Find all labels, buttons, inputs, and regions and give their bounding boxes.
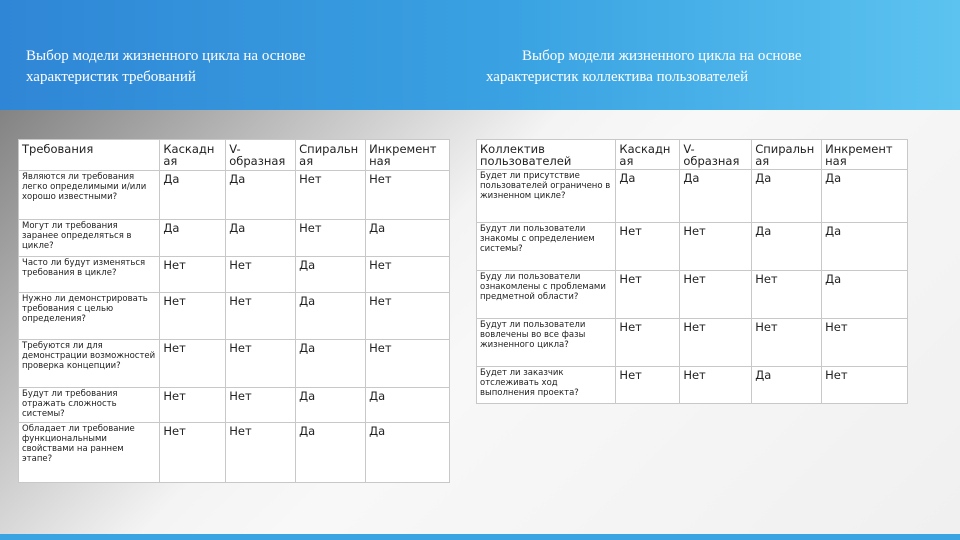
right-header-spiral: Спиральн ая [752, 140, 822, 170]
table-row [19, 388, 450, 423]
value-cell-v-model: Нет [680, 367, 752, 404]
criterion-cell: Будут ли пользователи знакомы с определением системы? [477, 223, 616, 271]
value-cell-spiral: Да [296, 388, 366, 423]
left-table-header-row [19, 140, 450, 171]
value-cell-increment: Нет [822, 319, 908, 367]
requirements-table [18, 139, 450, 483]
right-header-v-model: V-образная [680, 140, 752, 170]
value-cell-increment: Нет [822, 367, 908, 404]
value-cell-kaskad: Нет [616, 271, 680, 319]
value-cell-v-model: Нет [226, 423, 296, 483]
table-row [19, 423, 450, 483]
value-cell-v-model: Нет [680, 223, 752, 271]
value-cell-spiral: Нет [752, 319, 822, 367]
users-table [476, 139, 908, 404]
value-cell-increment: Да [366, 388, 450, 423]
right-slide-title [486, 46, 802, 88]
left-header-increment: Инкремент ная [366, 140, 450, 171]
criterion-cell: Будет ли заказчик отслеживать ход выполнения проекта? [477, 367, 616, 404]
value-cell-kaskad: Нет [160, 257, 226, 293]
criterion-cell: Обладает ли требование функциональными свойствами на раннем этапе? [19, 423, 160, 483]
right-header-kaskad: Каскадн ая [616, 140, 680, 170]
criterion-cell: Будет ли присутствие пользователей ограничено в жизненном цикле? [477, 170, 616, 223]
criterion-cell: Требуются ли для демонстрации возможностей проверка концепции? [19, 340, 160, 388]
value-cell-kaskad: Нет [160, 293, 226, 340]
value-cell-v-model: Нет [226, 340, 296, 388]
table-row [477, 367, 908, 404]
table-row [19, 220, 450, 257]
value-cell-increment: Нет [366, 340, 450, 388]
value-cell-v-model: Да [226, 171, 296, 220]
left-title-line2: характеристик требований [26, 69, 196, 85]
table-row [19, 293, 450, 340]
table-row [477, 223, 908, 271]
value-cell-v-model: Нет [226, 257, 296, 293]
value-cell-kaskad: Да [616, 170, 680, 223]
value-cell-spiral: Нет [296, 220, 366, 257]
table-row [19, 340, 450, 388]
value-cell-v-model: Нет [226, 388, 296, 423]
left-header-criterion: Требования [19, 140, 160, 171]
right-header-criterion: Коллектив пользователей [477, 140, 616, 170]
right-table-header-row [477, 140, 908, 170]
value-cell-spiral: Да [752, 367, 822, 404]
value-cell-spiral: Нет [752, 271, 822, 319]
value-cell-spiral: Нет [296, 171, 366, 220]
value-cell-increment: Да [822, 223, 908, 271]
value-cell-spiral: Да [296, 340, 366, 388]
value-cell-spiral: Да [752, 170, 822, 223]
value-cell-increment: Да [822, 271, 908, 319]
right-title-line1: Выбор модели жизненного цикла на основе [522, 48, 802, 64]
value-cell-v-model: Нет [226, 293, 296, 340]
value-cell-spiral: Да [296, 293, 366, 340]
value-cell-kaskad: Нет [160, 423, 226, 483]
value-cell-kaskad: Нет [616, 367, 680, 404]
value-cell-spiral: Да [296, 423, 366, 483]
criterion-cell: Являются ли требования легко определимыми и/или хорошо известными? [19, 171, 160, 220]
table-row [19, 171, 450, 220]
value-cell-increment: Да [822, 170, 908, 223]
table-row [477, 170, 908, 223]
right-header-increment: Инкремент ная [822, 140, 908, 170]
table-row [477, 319, 908, 367]
left-header-v-model: V-образная [226, 140, 296, 171]
criterion-cell: Буду ли пользователи ознакомлены с проблемами предметной области? [477, 271, 616, 319]
value-cell-kaskad: Нет [616, 223, 680, 271]
right-title-line2: характеристик коллектива пользователей [486, 69, 749, 85]
criterion-cell: Часто ли будут изменяться требования в цикле? [19, 257, 160, 293]
left-header-kaskad: Каскадн ая [160, 140, 226, 171]
value-cell-kaskad: Нет [616, 319, 680, 367]
value-cell-increment: Нет [366, 257, 450, 293]
value-cell-spiral: Да [752, 223, 822, 271]
value-cell-v-model: Нет [680, 271, 752, 319]
value-cell-v-model: Нет [680, 319, 752, 367]
value-cell-increment: Нет [366, 171, 450, 220]
value-cell-increment: Да [366, 220, 450, 257]
value-cell-v-model: Да [226, 220, 296, 257]
footer-bar [0, 534, 960, 540]
value-cell-spiral: Да [296, 257, 366, 293]
table-row [477, 271, 908, 319]
value-cell-kaskad: Нет [160, 388, 226, 423]
table-row [19, 257, 450, 293]
users-table-body [477, 140, 908, 404]
criterion-cell: Будут ли требования отражать сложность системы? [19, 388, 160, 423]
criterion-cell: Нужно ли демонстрировать требования с целью определения? [19, 293, 160, 340]
value-cell-kaskad: Да [160, 220, 226, 257]
value-cell-v-model: Да [680, 170, 752, 223]
value-cell-increment: Нет [366, 293, 450, 340]
requirements-table-body [19, 140, 450, 483]
left-slide-title [26, 46, 306, 88]
value-cell-kaskad: Да [160, 171, 226, 220]
left-header-spiral: Спиральн ая [296, 140, 366, 171]
left-title-line1: Выбор модели жизненного цикла на основе [26, 48, 306, 64]
criterion-cell: Могут ли требования заранее определяться в цикле? [19, 220, 160, 257]
criterion-cell: Будут ли пользователи вовлечены во все фазы жизненного цикла? [477, 319, 616, 367]
value-cell-increment: Да [366, 423, 450, 483]
value-cell-kaskad: Нет [160, 340, 226, 388]
